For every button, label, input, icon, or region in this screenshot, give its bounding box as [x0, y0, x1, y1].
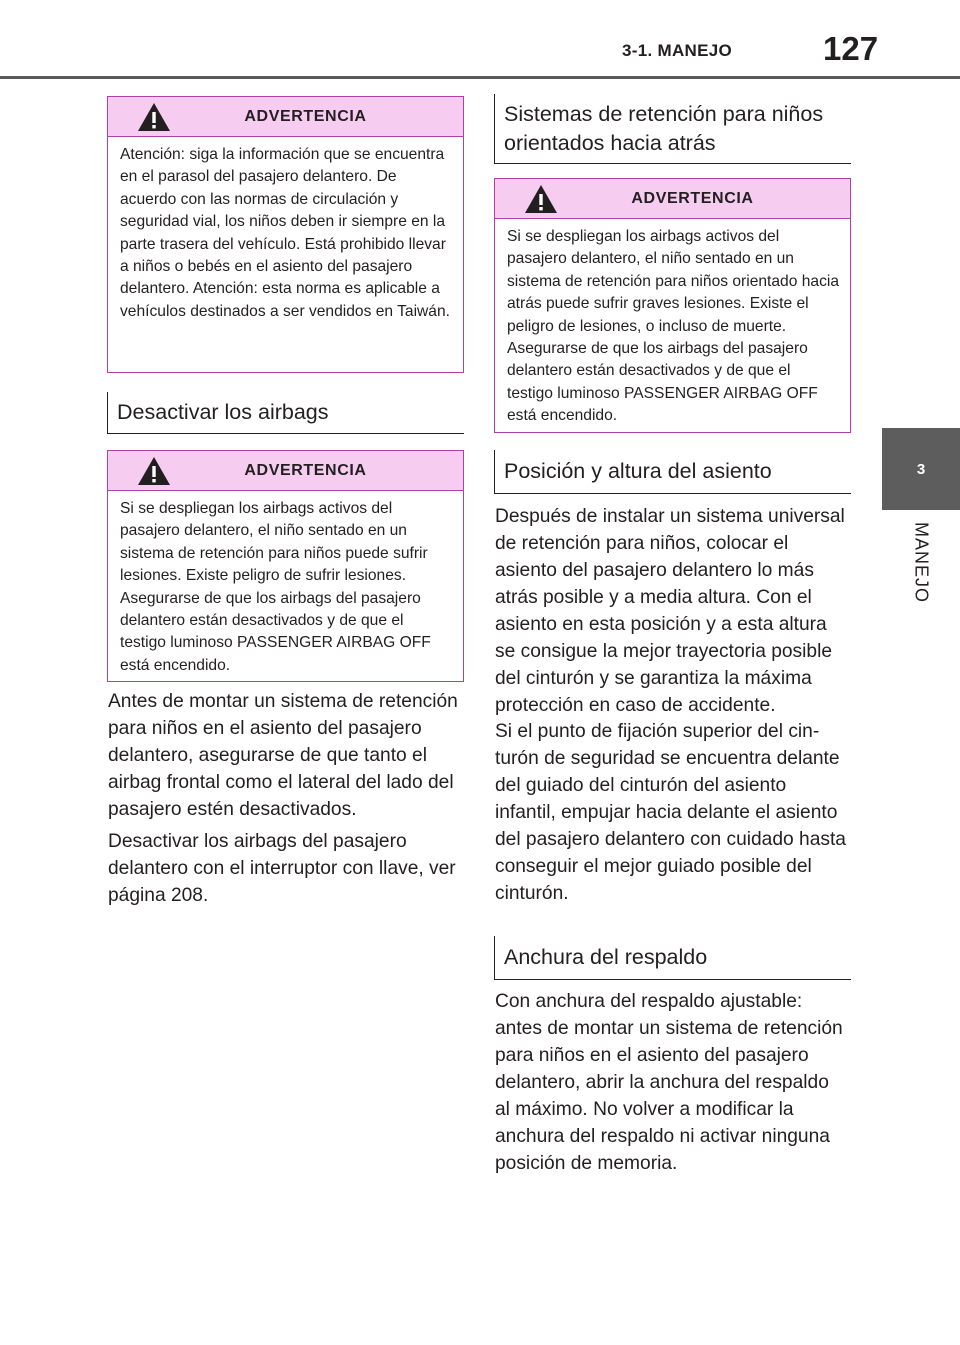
paragraph-seat-2: Si el punto de fijación superior del cinturón de seguridad se encuentra delante del guiado del cinturón del asiento infantil, empujar hacia delante el asiento del pasajero delantero con cuidado hasta conseguir el mejor guiado posible del cinturón. [495, 721, 846, 904]
warning-box-2 [107, 450, 464, 682]
warning-title: ADVERTENCIA [631, 190, 754, 207]
page-number: 127 [823, 30, 879, 67]
chapter-tab-label [882, 510, 960, 700]
warning-box-1 [107, 96, 464, 373]
heading-seat-position: Posición y altura del asiento [494, 450, 851, 494]
chapter-tab-text: MANEJO [911, 522, 932, 604]
warning-text: Si se despliegan los airbags activos del pasajero delantero, el niño sentado en un sistema de retención para niños puede sufrir lesiones. Existe peligro de sufrir lesiones. Asegurarse de que los airbags del pasajero delantero están desactivados y de que el testigo luminoso PASSENGER AIRBAG OFF está encendido. [120, 500, 431, 674]
chapter-tab-number: 3 [882, 428, 960, 510]
warning-title: ADVERTENCIA [244, 108, 367, 125]
heading-deactivate-airbags: Desactivar los airbags [107, 392, 464, 434]
warning-title: ADVERTENCIA [244, 462, 367, 479]
warning-box-3 [494, 178, 851, 433]
section-title: 3-1. MANEJO [622, 41, 733, 60]
warning-text: Atención: siga la información que se encuentra en el parasol del pasajero delantero. De acuerdo con las normas de circulación y seguridad vial, los niños deben ir siempre en la parte trasera del vehículo. Está prohibido llevar a niños o bebés en el asiento del pasajero delantero. Atención: esta norma es aplicable a vehículos destinados a ser vendidos en Taiwán. [120, 146, 450, 320]
paragraph-deactivate-2: Desactivar los airbags del pasajero delantero con el interruptor con llave, ver página 208. [108, 831, 456, 906]
paragraph-deactivate-1: Antes de montar un sistema de retención para niños en el asiento del pasajero delantero, asegurarse de que tanto el airbag frontal como el lateral del lado del pasajero estén desactivados. [108, 691, 458, 820]
paragraph-backrest-1: Con anchura del respaldo ajustable: antes de montar un sistema de retención para niños en el asiento del pasajero delantero, abrir la anchura del respaldo al máximo. No volver a modificar la anchura del respaldo ni activar ninguna posición de memoria. [495, 991, 843, 1174]
paragraph-seat-1: Después de instalar un sistema universal de retención para niños, colocar el asiento del pasajero delantero lo más atrás posible y a media altura. Con el asiento en esta posición y a esta altura se consigue la mejor trayectoria posible del cinturón y se garantiza la máxima protección en caso de accidente. [495, 506, 845, 716]
warning-header [495, 179, 850, 219]
heading-backrest-width: Anchura del respaldo [494, 936, 851, 980]
header-rule [0, 76, 960, 79]
heading-rear-facing-seats: Sistemas de retención para niños orientados hacia atrás [494, 94, 851, 164]
warning-header [108, 97, 463, 137]
warning-header [108, 451, 463, 491]
warning-text: Si se despliegan los airbags activos del pasajero delantero, el niño sentado en un sistema de retención para niños orientado hacia atrás puede sufrir graves lesiones. Existe el peligro de lesiones, o incluso de muerte. Asegurarse de que los airbags del pasajero delantero están desactivados y de que el testigo luminoso PASSENGER AIRBAG OFF está encendido. [507, 228, 840, 425]
